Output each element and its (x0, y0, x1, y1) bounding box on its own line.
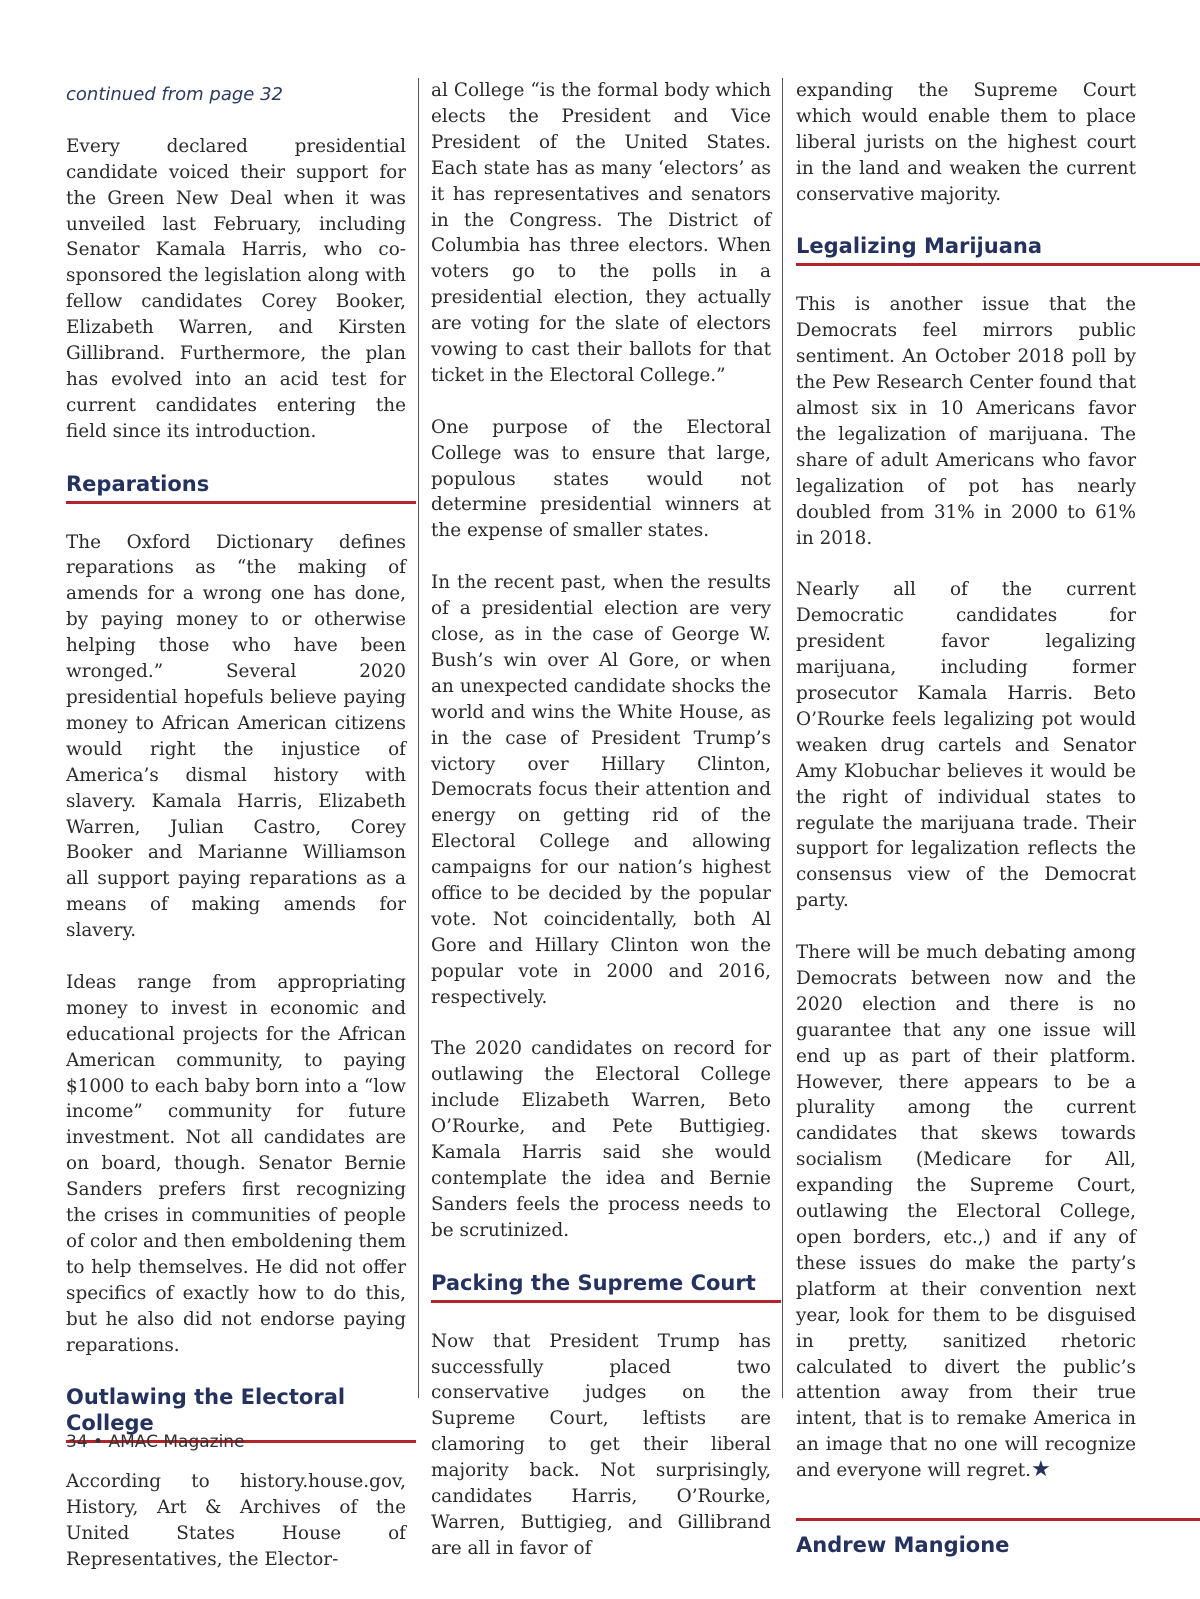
paragraph: In the recent past, when the results of a presidential election are very close, as in the case of George W. Bush’s win over Al Gore, or when an unexpected candidate shocks the world and wins the White House, as in the case of President Trump’s victory over Hillary Clinton, Democrats focus their attention and energy on getting rid of the Electoral College and allowing campaigns for our nation’s highest office to be decided by the popular vote. Not coincidentally, both Al Gore and Hillary Clinton won the popular vote in 2000 and 2016, respectively. (431, 572, 771, 1008)
column-2 (431, 78, 771, 1588)
paragraph: The Oxford Dictionary defines reparations as “the making of amends for a wrong one has done, by paying money to or otherwise helping those who have been wronged.” Several 2020 presidential hopefuls believe paying money to African American citizens would right the injustice of America’s dismal history with slavery. Kamala Harris, Elizabeth Warren, Julian Castro, Corey Booker and Marianne Williamson all support paying reparations as a means of making amends for slavery. (66, 531, 406, 942)
page-footer: 34 • AMAC Magazine (66, 1432, 245, 1452)
paragraph-text: There will be much debating among Democrats between now and the 2020 election and there is no guarantee that any one issue will end up as part of their platform. However, there appears to be a plurality among the current candidates that skews towards socialism (Medicare for All, expanding the Supreme Court, outlawing the Electoral College, open borders, etc.,) and if any of these issues do make the party’s platform at their convention next year, look for them to be disguised in pretty, sanitized rhetoric calculated to divert the public’s attention away from their true intent, that is to remake America in an image that no one will recognize and everyone will regret. (796, 942, 1136, 1482)
heading-supreme-court: Packing the Supreme Court (431, 1270, 781, 1303)
column-1 (66, 78, 406, 1599)
column-divider-2 (782, 78, 783, 1398)
author-name: Andrew Mangione (796, 1533, 1010, 1558)
column-divider-1 (418, 78, 419, 1398)
heading-reparations: Reparations (66, 471, 416, 504)
paragraph: Nearly all of the current Democratic candidates for president favor legalizing marijuana, including former prosecutor Kamala Harris. Beto O’Rourke feels legalizing pot would weaken drug cartels and Senator Amy Klobuchar believes it would be the right of individual states to regulate the marijuana trade. Their support for legalization reflects the consensus view of the Democrat party. (796, 579, 1136, 912)
heading-electoral-college: Outlawing the Electoral College (66, 1384, 416, 1443)
paragraph: This is another issue that the Democrats feel mirrors public sentiment. An October 2018 poll by the Pew Research Center found that almost six in 10 Americans favor the legalization of marijuana. The share of adult Americans who favor legalization of pot has nearly doubled from 31% in 2000 to 61% in 2018. (796, 294, 1136, 549)
star-icon: ★ (1031, 1457, 1051, 1483)
paragraph: The 2020 candidates on record for outlawing the Electoral College include Elizabeth Warren, Beto O’Rourke, and Pete Buttigieg. Kamala Harris said she would contemplate the idea and Bernie Sanders feels the process needs to be scrutinized. (431, 1038, 771, 1241)
paragraph: Now that President Trump has successfully placed two conservative judges on the Supreme Court, leftists are clamoring to get their liberal majority back. Not surprisingly, candidates Harris, O’Rourke, Warren, Buttigieg, and Gillibrand are all in favor of (431, 1330, 771, 1559)
column-3 (796, 78, 1136, 1585)
paragraph: According to history.house.gov, History, Art & Archives of the United States House of Representatives, the Elector- (66, 1471, 406, 1571)
paragraph: expanding the Supreme Court which would enable them to place liberal jurists on the highest court in the land and weaken the current conservative majority. (796, 80, 1136, 205)
continued-note: continued from page 32 (66, 84, 284, 105)
paragraph-final (796, 940, 1136, 1484)
paragraph: Ideas range from appropriating money to invest in economic and educational projects for the African American community, to paying $1000 to each baby born into a “low income” community for future investment. Not all candidates are on board, though. Senator Bernie Sanders prefers first recognizing the crises in communities of people of color and then emboldening them to help themselves. He did not offer specifics of exactly how to do this, but he also did not endorse paying reparations. (66, 971, 406, 1356)
heading-marijuana: Legalizing Marijuana (796, 233, 1200, 266)
paragraph: Every declared presidential candidate voiced their support for the Green New Deal when it was unveiled last February, including Senator Kamala Harris, who co-sponsored the legislation along with fellow candidates Corey Booker, Elizabeth Warren, and Kirsten Gillibrand. Furthermore, the plan has evolved into an acid test for current candidates entering the field since its introduction. (66, 135, 406, 442)
paragraph: One purpose of the Electoral College was to ensure that large, populous states would not determine presidential winners at the expense of smaller states. (431, 416, 771, 542)
paragraph: al College “is the formal body which elects the President and Vice President of the United States. Each state has as many ‘electors’ as it has representatives and senators in the Congress. The District of Columbia has three electors. When voters go to the polls in a presidential election, they actually are voting for the slate of electors vowing to cast their ballots for that ticket in the Electoral College.” (431, 80, 771, 386)
signature-rule (796, 1518, 1200, 1521)
